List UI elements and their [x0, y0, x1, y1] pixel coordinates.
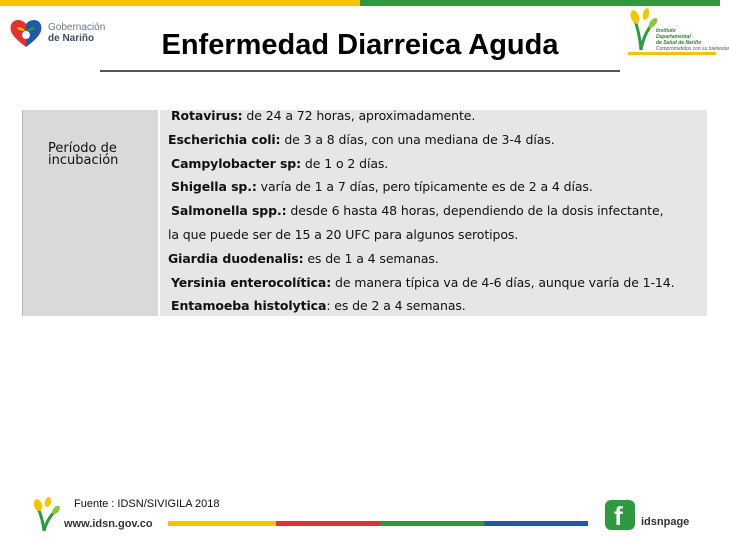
- gobernacion-name: [48, 22, 105, 44]
- pathogen-detail: de 1 o 2 días.: [301, 155, 389, 171]
- pathogen-detail: de 24 a 72 horas, aproximadamente.: [242, 108, 476, 123]
- facebook-icon[interactable]: [605, 500, 635, 530]
- pathogen-name: Salmonella spp.:: [171, 203, 287, 219]
- heart-logo-icon: [8, 16, 44, 50]
- pathogen-detail: varía de 1 a 7 días, pero típicamente es de 2 a 4 días.: [256, 179, 593, 195]
- footer-color-bar: [168, 521, 588, 526]
- footer-bar-red: [276, 521, 380, 526]
- list-item: [168, 294, 708, 318]
- footer-website-link[interactable]: www.idsn.gov.co: [64, 518, 153, 530]
- idsn-logo-text: [656, 28, 729, 52]
- page-title: Enfermedad Diarreica Aguda: [161, 29, 559, 61]
- gobernacion-line1: Gobernación: [48, 22, 106, 33]
- incubation-label: Período de incubación: [48, 141, 119, 168]
- list-item: [168, 128, 708, 152]
- list-item: [168, 223, 708, 247]
- incubation-label-cell: [22, 110, 158, 316]
- list-item: [168, 175, 708, 199]
- footer-bar-yellow: [168, 521, 276, 526]
- pathogen-detail: de manera típica va de 4-6 días, aunque varía de 1-14.: [331, 274, 675, 290]
- gobernacion-line2: de Nariño: [48, 33, 95, 44]
- idsn-logo: [626, 8, 729, 58]
- idsn-logo-bar: [628, 52, 716, 55]
- top-color-bar: [0, 0, 720, 6]
- facebook-glyph: f: [614, 501, 623, 531]
- pathogen-detail: desde 6 hasta 48 horas, dependiendo de la dosis infectante,: [286, 203, 664, 219]
- list-item: [168, 247, 708, 271]
- pathogen-detail: la que puede ser de 15 a 20 UFC para algunos serotipos.: [168, 226, 519, 242]
- pathogen-name: Rotavirus:: [171, 108, 243, 123]
- idsn-line3: de Salud de Nariño: [656, 40, 702, 46]
- idsn-plant-icon: [626, 8, 658, 52]
- pathogen-name: Shigella sp.:: [171, 179, 257, 195]
- pathogen-detail: : es de 2 a 4 semanas.: [326, 298, 466, 314]
- top-bar-green: [360, 0, 720, 6]
- pathogen-name: Campylobacter sp:: [171, 155, 302, 171]
- pathogen-name: Yersinia enterocolítica:: [171, 274, 332, 290]
- pathogen-name: Giardia duodenalis:: [168, 250, 304, 266]
- idsn-tagline: Comprometidos con su bienestar: [656, 46, 729, 52]
- top-bar-yellow: [0, 0, 360, 6]
- pathogen-detail: de 3 a 8 días, con una mediana de 3-4 días.: [280, 131, 555, 147]
- list-item: [168, 104, 708, 128]
- footer-bar-blue: [484, 521, 588, 526]
- incubation-list: [168, 104, 708, 318]
- pathogen-name: Escherichia coli:: [168, 131, 281, 147]
- pathogen-detail: es de 1 a 4 semanas.: [303, 250, 439, 266]
- footer-bar-green: [380, 521, 484, 526]
- title-underline: [100, 70, 620, 72]
- list-item: [168, 199, 708, 223]
- idsn-line2: Departamental: [656, 34, 691, 40]
- pathogen-name: Entamoeba histolytica: [171, 298, 327, 314]
- footer-plant-icon: [30, 497, 64, 533]
- idsn-line1: Instituto: [656, 28, 676, 34]
- list-item: [168, 271, 708, 295]
- source-note: Fuente : IDSN/SIVIGILA 2018: [74, 498, 220, 510]
- facebook-page-link[interactable]: idsnpage: [641, 516, 690, 528]
- list-item: [168, 152, 708, 176]
